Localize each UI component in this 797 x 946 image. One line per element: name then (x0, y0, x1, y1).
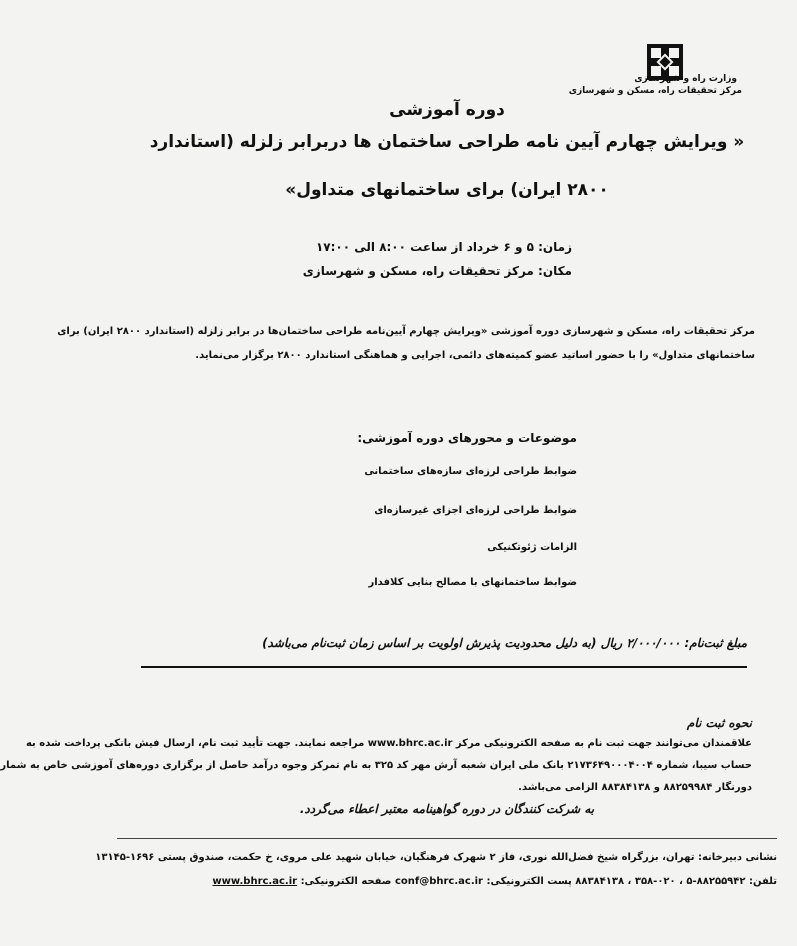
intro-line2: ساختمانهای متداول» را با حضور اساتید عضو کمیته‌های دائمی، اجرایی و هماهنگی استاندارد ۲۸۰۰ برگزار می‌نماید. (195, 350, 755, 361)
contact-line (117, 876, 777, 887)
footer-divider (117, 838, 777, 839)
registration-line2: حساب سیبا، شماره ۲۱۷۳۶۴۹۰۰۰۴۰۰۴ بانک ملی ایران شعبه آرش مهر کد ۳۲۵ به نام تمرکز وجوه درآمد حاصل از برگزاری دوره‌های آموزشی خاص به شمار (0, 760, 752, 771)
topics-heading: موضوعات و محورهای دوره آموزشی: (357, 431, 577, 445)
center-name: مرکز تحقیقات راه، مسکن و شهرسازی (568, 86, 742, 96)
intro-line1: مرکز تحقیقات راه، مسکن و شهرسازی دوره آموزشی «ویرایش چهارم آیین‌نامه طراحی ساختمان‌ها در برابر زلزله (استاندارد ۲۸۰۰ ایران) برای (57, 326, 755, 337)
topic-item: ضوابط طراحی لرزه‌ای سازه‌های ساختمانی (364, 466, 577, 477)
fee-underline (141, 666, 747, 668)
course-place: مکان: مرکز تحقیقات راه، مسکن و شهرسازی (302, 264, 572, 278)
certificate-note: به شرکت کنندگان در دوره گواهینامه معتبر اعطاء می‌گردد. (299, 802, 595, 816)
topic-item: الزامات ژئوتکنیکی (487, 542, 577, 553)
topic-item: ضوابط ساختمانهای با مصالح بنایی کلافدار (368, 577, 577, 588)
secretariat-address: نشانی دبیرخانه: تهران، بزرگراه شیخ فضل‌الله نوری، فاز ۲ شهرک فرهنگیان، خیابان شهید علی مروی، خ حکمت، صندوق پستی ۱۶۹۶-۱۳۱۴۵ (95, 852, 777, 863)
course-label: دوره آموزشی (389, 100, 505, 120)
ministry-name: وزارت راه و شهرسازی (634, 74, 737, 84)
website-link[interactable]: www.bhrc.ac.ir (212, 876, 298, 887)
course-title-line1: « ویرایش چهارم آیین نامه طراحی ساختمان ها دربرابر زلزله (استاندارد (149, 132, 745, 152)
course-title-line2: ۲۸۰۰ ایران) برای ساختمانهای متداول» (285, 180, 609, 200)
registration-fee: مبلغ ثبت‌نام: ۲/۰۰۰/۰۰۰ ریال (به دلیل محدودیت پذیرش اولویت بر اساس زمان ثبت‌نام می‌باشد) (262, 636, 747, 650)
topic-item: ضوابط طراحی لرزه‌ای اجزای غیرسازه‌ای (374, 505, 577, 516)
registration-line3: دورنگار ۸۸۲۵۹۹۸۴ و ۸۸۳۸۴۱۳۸ الزامی می‌باشد. (518, 782, 752, 793)
course-time: زمان: ۵ و ۶ خرداد از ساعت ۸:۰۰ الی ۱۷:۰۰ (315, 240, 572, 254)
registration-line1: علاقمندان می‌توانند جهت ثبت نام به صفحه الکترونیکی مرکز www.bhrc.ac.ir مراجعه نمایند. جهت تأیید ثبت نام، ارسال فیش بانکی پرداخت شده به (25, 738, 752, 749)
contact-details: تلفن: ۸۸۲۵۵۹۴۲-۵ ، ۰۲۰-۳۵۸ ، ۸۸۳۸۴۱۳۸ پست الکترونیکی: conf@bhrc.ac.ir صفحه الکترونیکی: (300, 876, 777, 887)
registration-heading: نحوه ثبت نام (686, 716, 752, 730)
